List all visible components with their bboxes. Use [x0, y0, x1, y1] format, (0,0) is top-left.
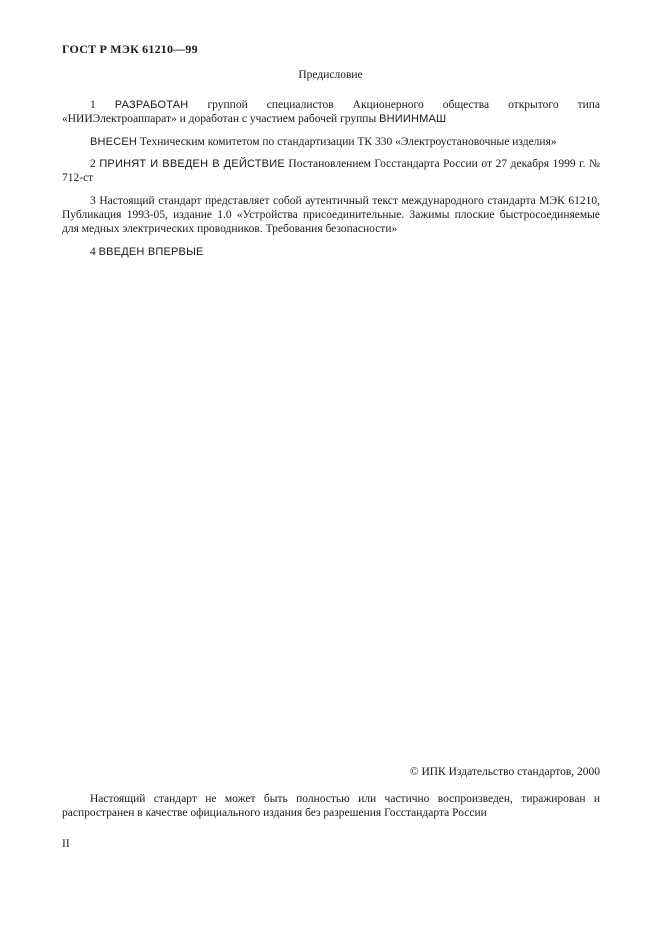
section-title: Предисловие [298, 69, 363, 81]
paragraph-first-introduced [62, 245, 600, 259]
paragraph-number: 4 [90, 246, 96, 258]
copyright-notice: © ИПК Издательство стандартов, 2000 [409, 766, 600, 778]
paragraph-authentic-text: 3 Настоящий стандарт представляет собой аутентичный текст международного стандарта МЭК 61210, Публикация 1993-05, издание 1.0 «Устройства присоединительные. Зажимы плоские быстросоединяемые для медных электрических проводников. Требования безопасности» [62, 195, 600, 235]
standard-code-header: ГОСТ Р МЭК 61210—99 [62, 42, 198, 56]
paragraph-text: Постановлением Госстандарта России от 27 декабря 1999 г. № 712-ст [62, 158, 600, 184]
paragraph-number: 2 [90, 158, 96, 170]
paragraph-text: группой специалистов Акционерного общества открытого типа «НИИЭлектроаппарат» и доработан с участием рабочей группы [62, 99, 601, 125]
paragraph-number: 1 [90, 99, 96, 111]
reproduction-notice: Настоящий стандарт не может быть полностью или частично воспроизведен, тиражирован и распространен в качестве официального издания без разрешения Госстандарта России [62, 793, 600, 819]
paragraph-keyword: ВНЕСЕН [90, 136, 138, 148]
paragraph-text: Техническим комитетом по стандартизации ТК 330 «Электроустановочные изделия» [137, 136, 557, 148]
paragraph-adopted [62, 157, 600, 185]
paragraph-developed-by [62, 98, 600, 126]
paragraph-keyword: РАЗРАБОТАН [114, 99, 189, 111]
organization-name: ВНИИНМАШ [379, 113, 447, 125]
paragraph-keyword: ВВЕДЕН ВПЕРВЫЕ [98, 246, 204, 258]
paragraph-keyword: ПРИНЯТ И ВВЕДЕН В ДЕЙСТВИЕ [99, 158, 285, 170]
paragraph-introduced-by [62, 135, 600, 149]
page-number: II [62, 838, 70, 850]
